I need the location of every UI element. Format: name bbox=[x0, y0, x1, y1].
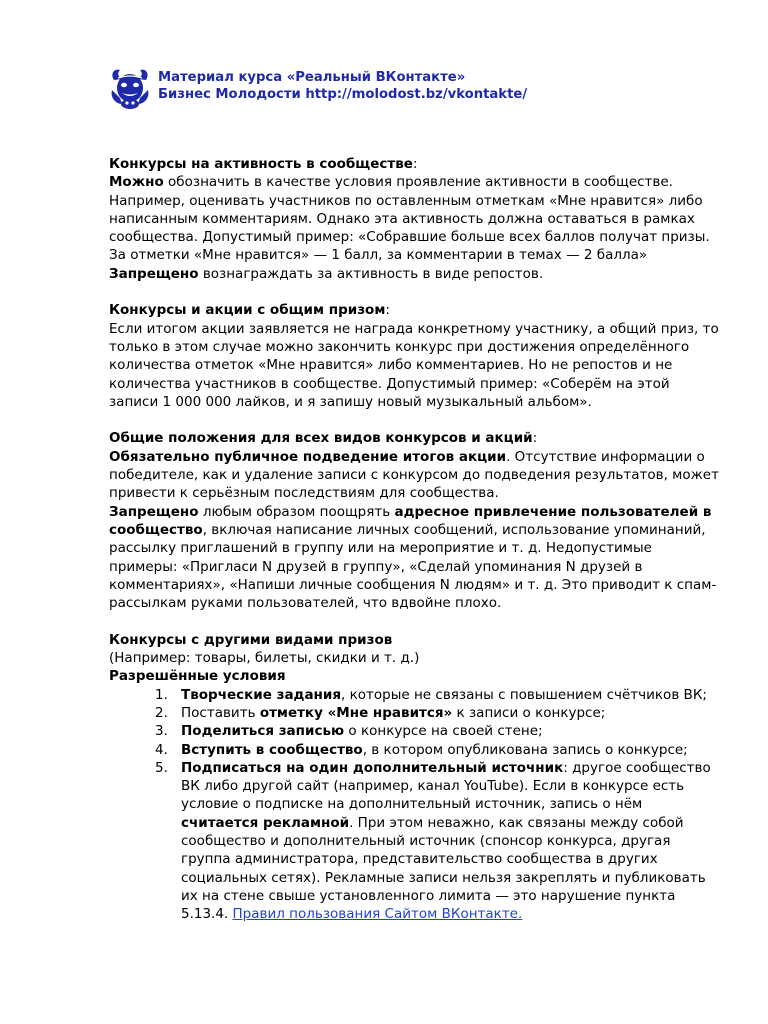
list-item: 5. Подписаться на один дополнительный источник: другое сообщество ВК либо другой сайт (например, канал YouTube). Если в конкурсе есть условие о подписке на дополнительный источник, запись о нём считается рекламной. При этом неважно, как связаны между собой сообщество и дополнительный источник (спонсор конкурса, другая группа администратора, представительство сообщества в других социальных сетях). Рекламные записи нельзя закреплять и публиковать их на стене свыше установленного лимита — это нарушение пункта 5.13.4. Правил пользования Сайтом ВКонтакте. bbox=[155, 759, 711, 923]
paragraph: Запрещено любым образом поощрять адресное привлечение пользователей в сообщество, включая написание личных сообщений, использование упоминаний, рассылку приглашений в группу или на мероприятие и т. д. Недопустимые примеры: «Пригласи N друзей в группу», «Сделай упоминания N друзей в комментариях», «Напиши личные сообщения N людям» и т. д. Это приводит к спам-рассылкам руками пользователей, что вдвойне плохо. bbox=[109, 503, 717, 612]
list-item: 1. Творческие задания, которые не связаны с повышением счётчиков ВК; bbox=[155, 686, 707, 703]
section-title: Общие положения для всех видов конкурсов и акций: bbox=[109, 430, 538, 447]
section-title: Конкурсы с другими видами призов bbox=[109, 631, 393, 648]
vk-rules-link[interactable]: Правил пользования Сайтом ВКонтакте. bbox=[232, 906, 523, 923]
paragraph: Если итогом акции заявляется не награда конкретному участнику, а общий приз, то только в этом случае можно закончить конкурс при достижения определённого количества отметок «Мне нравится» либо комментариев. Но не репостов и не количества участников в сообществе. Допустимый пример: «Соберём на этой записи 1 000 000 лайков, и я запишу новый музыкальный альбом». bbox=[109, 320, 719, 410]
course-title: Материал курса «Реальный ВКонтакте» bbox=[158, 70, 466, 85]
allowed-conditions-list bbox=[109, 686, 719, 924]
header-text bbox=[158, 69, 527, 103]
paragraph: Запрещено вознаграждать за активность в виде репостов. bbox=[109, 265, 544, 282]
bull-logo-icon bbox=[108, 66, 152, 110]
paragraph: Можно обозначить в качестве условия проявление активности в сообществе. Например, оценивать участников по оставленным отметкам «Мне нравится» либо написанным комментариям. Однако эта активность должна оставаться в рамках сообщества. Допустимый пример: «Собравшие больше всех баллов получат призы. За отметки «Мне нравится» — 1 балл, за комментарии в темах — 2 балла» bbox=[109, 174, 710, 264]
section-title: Конкурсы и акции с общим призом: bbox=[109, 302, 390, 319]
paragraph: Обязательно публичное подведение итогов акции. Отсутствие информации о победителе, как и удаление записи с конкурсом до подведения результатов, может привести к серьёзным последствиям для сообщества. bbox=[109, 448, 719, 502]
list-item: 4. Вступить в сообщество, в котором опубликована запись о конкурсе; bbox=[155, 741, 688, 758]
paragraph: (Например: товары, билеты, скидки и т. д.) bbox=[109, 650, 420, 667]
section-title: Конкурсы на активность в сообществе: bbox=[109, 156, 418, 172]
subsection-title: Разрешённые условия bbox=[109, 668, 286, 685]
course-source: Бизнес Молодости http://molodost.bz/vkontakte/ bbox=[158, 87, 528, 102]
document-body bbox=[109, 155, 719, 923]
list-item: 3. Поделиться записью о конкурсе на своей стене; bbox=[155, 723, 543, 740]
list-item: 2. Поставить отметку «Мне нравится» к записи о конкурсе; bbox=[155, 704, 606, 721]
